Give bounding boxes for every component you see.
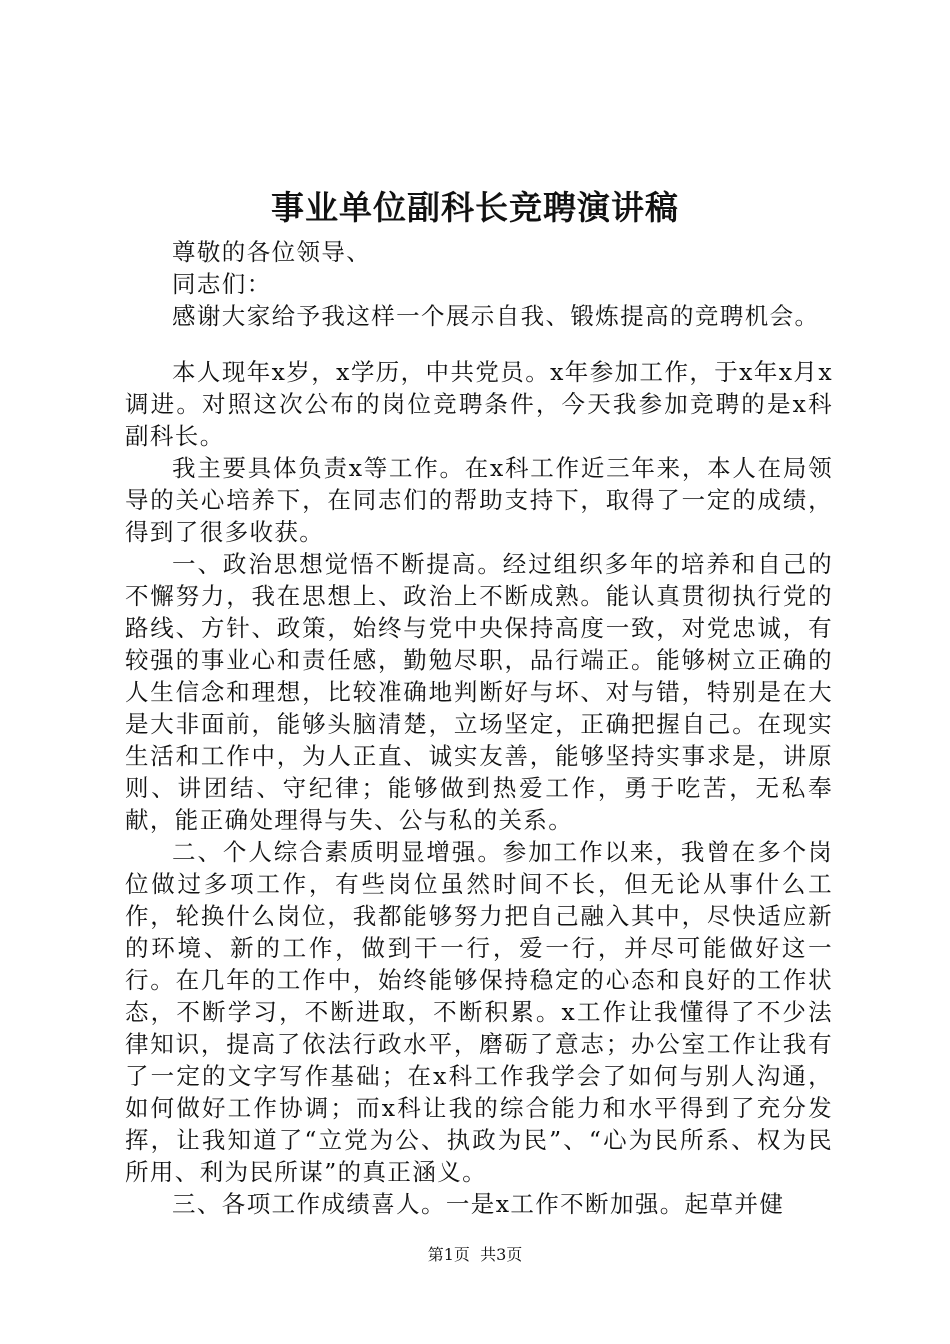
body-paragraph: 三、各项工作成绩喜人。一是x工作不断加强。起草并健 <box>172 1190 785 1218</box>
body-paragraph: 本人现年x岁，x学历，中共党员。x年参加工作，于x年x月x调进。对照这次公布的岗位竞聘条件，今天我参加竞聘的是x科副科长。 <box>125 358 833 450</box>
salutation-line-2: 同志们： <box>172 270 272 298</box>
salutation-line-1: 尊敬的各位领导、 <box>172 238 372 266</box>
document-body <box>125 236 833 1220</box>
page-number: 第1页 <box>427 1245 470 1264</box>
document-title: 事业单位副科长竞聘演讲稿 <box>271 188 679 227</box>
page-footer <box>0 1244 950 1266</box>
body-paragraph: 我主要具体负责x等工作。在x科工作近三年来，本人在局领导的关心培养下，在同志们的帮助支持下，取得了一定的成绩，得到了很多收获。 <box>125 454 833 546</box>
opening-paragraph: 感谢大家给予我这样一个展示自我、锻炼提高的竞聘机会。 <box>172 302 820 330</box>
body-paragraph: 二、个人综合素质明显增强。参加工作以来，我曾在多个岗位做过多项工作，有些岗位虽然时间不长，但无论从事什么工作，轮换什么岗位，我都能够努力把自己融入其中，尽快适应新的环境、新的工作，做到干一行，爱一行，并尽可能做好这一行。在几年的工作中，始终能够保持稳定的心态和良好的工作状态，不断学习，不断进取，不断积累。x工作让我懂得了不少法律知识，提高了依法行政水平，磨砺了意志；办公室工作让我有了一定的文字写作基础；在x科工作我学会了如何与别人沟通，如何做好工作协调；而x科让我的综合能力和水平得到了充分发挥，让我知道了“立党为公、执政为民”、“心为民所系、权为民所用、利为民所谋”的真正涵义。 <box>125 838 833 1186</box>
body-paragraph: 一、政治思想觉悟不断提高。经过组织多年的培养和自己的不懈努力，我在思想上、政治上不断成熟。能认真贯彻执行党的路线、方针、政策，始终与党中央保持高度一致，对党忠诚，有较强的事业心和责任感，勤勉尽职，品行端正。能够树立正确的人生信念和理想，比较准确地判断好与坏、对与错，特别是在大是大非面前，能够头脑清楚，立场坚定，正确把握自己。在现实生活和工作中，为人正直、诚实友善，能够坚持实事求是，讲原则、讲团结、守纪律；能够做到热爱工作，勇于吃苦，无私奉献，能正确处理得与失、公与私的关系。 <box>125 550 833 834</box>
page-total: 共3页 <box>480 1245 523 1264</box>
